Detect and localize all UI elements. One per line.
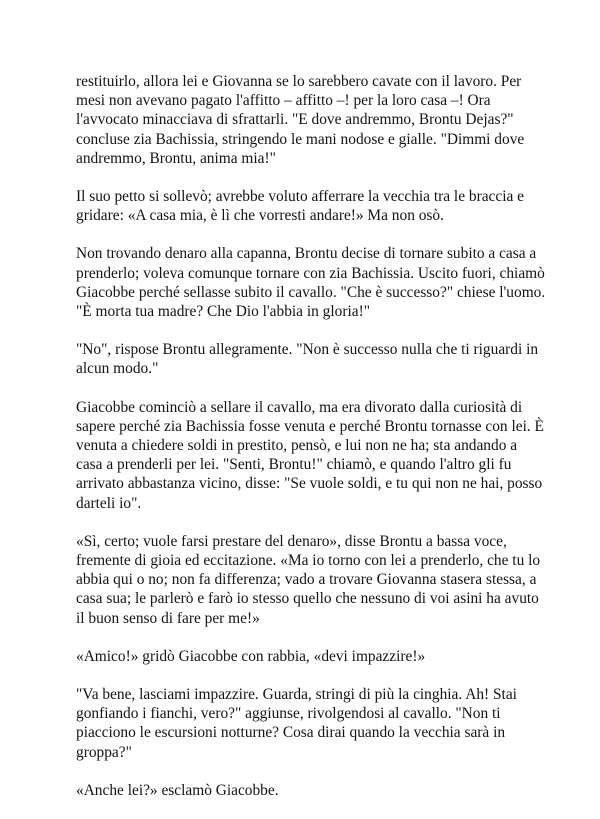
text-line: «Anche lei?» esclamò Giacobbe. — [76, 781, 279, 799]
text-line: venuta a chiedere soldi in prestito, pensò, e lui non ne ha; sta andando a — [76, 437, 518, 455]
text-line: "No", rispose Brontu allegramente. "Non è successo nulla che ti riguardi in — [76, 341, 539, 359]
text-line: prenderlo; voleva comunque tornare con zia Bachissia. Uscito fuori, chiamò — [76, 264, 545, 282]
text-line: «Amico!» gridò Giacobbe con rabbia, «devi impazzire!» — [76, 647, 426, 665]
paragraph-4 — [76, 340, 539, 378]
text-line: l'avvocato minacciava di sfrattarli. "E dove andremmo, Brontu Dejas?" — [76, 111, 514, 129]
text-line: concluse zia Bachissia, stringendo le mani nodose e gialle. "Dimmi dove — [76, 130, 525, 148]
text-line: Non trovando denaro alla capanna, Brontu decise di tornare subito a casa a — [76, 245, 537, 263]
text-line: andremmo, Brontu, anima mia!" — [76, 149, 276, 167]
text-line: groppa?" — [76, 743, 132, 761]
text-line: il buon senso di fare per me!» — [76, 609, 260, 627]
paragraph-6 — [76, 532, 541, 628]
text-line: darteli io". — [76, 494, 142, 512]
paragraph-3 — [76, 244, 546, 321]
paragraph-5 — [76, 398, 544, 513]
text-line: restituirlo, allora lei e Giovanna se lo sarebbero cavate con il lavoro. Per — [76, 73, 522, 90]
text-line: piacciono le escursioni notturne? Cosa dirai quando la vecchia sarà in — [76, 724, 506, 742]
paragraph-8 — [76, 685, 536, 762]
paragraph-1 — [76, 72, 536, 168]
text-line: arrivato abbastanza vicino, disse: "Se vuole soldi, e tu qui non ne hai, posso — [76, 475, 543, 493]
text-line: fremente di gioia ed eccitazione. «Ma io torno con lei a prenderlo, che tu lo — [76, 552, 541, 570]
paragraph-2 — [76, 187, 536, 225]
text-line: alcun modo." — [76, 360, 159, 378]
paragraph-9 — [76, 781, 536, 800]
text-line: mesi non avevano pagato l'affitto – affitto –! per la loro casa –! Ora — [76, 92, 491, 110]
text-line: "È morta tua madre? Che Dio l'abbia in gloria!" — [76, 303, 370, 321]
text-line: casa a prenderli per lei. "Senti, Brontu!" chiamò, e quando l'altro gli fu — [76, 456, 512, 474]
text-line: Giacobbe perché sellasse subito il cavallo. "Che è successo?" chiese l'uomo. — [76, 283, 546, 301]
text-line: «Sì, certo; vuole farsi prestare del denaro», disse Brontu a bassa voce, — [76, 532, 507, 550]
text-line: Giacobbe cominciò a sellare il cavallo, ma era divorato dalla curiosità di — [76, 398, 523, 416]
text-line: Il suo petto si sollevò; avrebbe voluto afferrare la vecchia tra le braccia e — [76, 188, 524, 206]
text-line: sapere perché zia Bachissia fosse venuta e perché Brontu tornasse con lei. È — [76, 417, 544, 435]
paragraph-7 — [76, 647, 536, 666]
text-line: casa sua; le parlerò e farò io stesso quello che nessuno di voi asini ha avuto — [76, 590, 539, 608]
text-line: gridare: «A casa mia, è lì che vorresti andare!» Ma non osò. — [76, 207, 444, 225]
body-text — [76, 72, 546, 819]
text-line: gonfiando i fianchi, vero?" aggiunse, rivolgendosi al cavallo. "Non ti — [76, 705, 501, 723]
text-line: "Va bene, lasciami impazzire. Guarda, stringi di più la cinghia. Ah! Stai — [76, 686, 517, 704]
text-line: abbia qui o no; non fa differenza; vado a trovare Giovanna stasera stessa, a — [76, 571, 537, 589]
